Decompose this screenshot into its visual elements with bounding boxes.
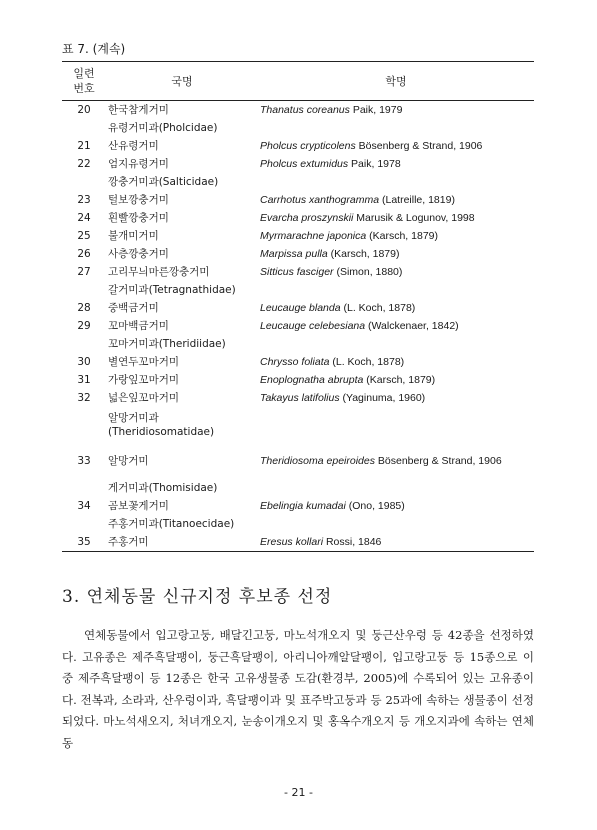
- cell-scientific-name: [258, 245, 534, 263]
- cell-scientific-name: [258, 299, 534, 317]
- header-serial-number: [62, 62, 106, 101]
- species-authority: Rossi, 1846: [323, 536, 382, 548]
- family-row: [62, 281, 534, 299]
- table-row: [62, 443, 534, 479]
- cell-serial-number: 20: [77, 104, 91, 116]
- family-row: [62, 407, 534, 443]
- species-authority: Marusik & Logunov, 1998: [353, 212, 475, 224]
- cell-serial-number: 26: [77, 248, 91, 260]
- cell-serial-number: 31: [77, 374, 91, 386]
- cell-korean-name: 고리무늬마른깡충거미: [108, 266, 210, 278]
- species-binomial: Theridiosoma epeiroides: [260, 455, 375, 467]
- cell-scientific-name: [258, 209, 534, 227]
- cell-korean-name: 넓은잎꼬마거미: [108, 392, 180, 404]
- cell-serial-number: [62, 173, 106, 191]
- species-authority: (Walckenaer, 1842): [365, 320, 459, 332]
- species-authority: (Latreille, 1819): [379, 194, 455, 206]
- cell-serial-number: 35: [62, 533, 106, 552]
- body-text: [62, 625, 534, 754]
- species-binomial: Evarcha proszynskii: [260, 212, 354, 224]
- cell-korean-name: 흰빨깡충거미: [108, 212, 169, 224]
- species-binomial: Enoplognatha abrupta: [260, 374, 364, 386]
- cell-serial-number: 23: [77, 194, 91, 206]
- header-korean-name: [106, 62, 258, 101]
- species-binomial: Leucauge celebesiana: [260, 320, 366, 332]
- species-authority: (Ono, 1985): [345, 500, 405, 512]
- cell-serial-number: 32: [77, 392, 91, 404]
- cell-scientific-name: [258, 101, 534, 120]
- cell-korean-name: 꼬마백금거미: [108, 320, 169, 332]
- species-authority: (Karsch, 1879): [363, 374, 436, 386]
- species-authority: Paik, 1978: [348, 158, 401, 170]
- table-caption: 표 7. (계속): [62, 42, 126, 56]
- cell-scientific-name: [258, 515, 534, 533]
- table-row: [62, 101, 534, 120]
- family-row: [62, 479, 534, 497]
- cell-family-name: 주홍거미과(Titanoecidae): [108, 518, 235, 530]
- header-scientific-name: [258, 62, 534, 101]
- cell-serial-number: 30: [77, 356, 91, 368]
- cell-scientific-name: [258, 335, 534, 353]
- cell-scientific-name: [258, 407, 534, 443]
- table-row: [62, 317, 534, 335]
- table-row: [62, 191, 534, 209]
- cell-family-name: 갈거미과(Tetragnathidae): [108, 284, 236, 296]
- cell-korean-name: 사층깡충거미: [108, 248, 169, 260]
- table-row: [62, 227, 534, 245]
- family-row: [62, 335, 534, 353]
- species-binomial: Pholcus extumidus: [260, 158, 349, 170]
- cell-scientific-name: [258, 353, 534, 371]
- table-row: [62, 245, 534, 263]
- cell-family-name: 꼬마거미과(Theridiidae): [108, 338, 226, 350]
- header-korean-name-label: 국명: [171, 74, 193, 88]
- cell-serial-number: 28: [77, 302, 91, 314]
- cell-serial-number: [62, 515, 106, 533]
- species-authority: (Karsch, 1879): [366, 230, 439, 242]
- cell-scientific-name: [258, 173, 534, 191]
- species-authority: (Yaginuma, 1960): [339, 392, 426, 404]
- cell-family-name: 알망거미과 (Theridiosomatidae): [108, 412, 215, 438]
- cell-serial-number: 33: [77, 455, 91, 467]
- cell-serial-number: 25: [77, 230, 91, 242]
- cell-korean-name: 가랑잎꼬마거미: [108, 374, 180, 386]
- table-row: [62, 353, 534, 371]
- species-table: [62, 61, 534, 552]
- species-binomial: Carrhotus xanthogramma: [260, 194, 380, 206]
- cell-scientific-name: [258, 281, 534, 299]
- cell-korean-name: 중백금거미: [108, 302, 159, 314]
- cell-scientific-name: [258, 227, 534, 245]
- cell-serial-number: 22: [77, 158, 91, 170]
- cell-family-name: 게거미과(Thomisidae): [108, 482, 218, 494]
- table-row: [62, 389, 534, 407]
- cell-korean-name: 털보깡충거미: [108, 194, 169, 206]
- cell-serial-number: 29: [77, 320, 91, 332]
- table-row: [62, 137, 534, 155]
- cell-scientific-name: [258, 191, 534, 209]
- cell-korean-name: 곰보꽃게거미: [108, 500, 169, 512]
- body-paragraph: 연체동물에서 입고랑고둥, 배달긴고둥, 마노석개오지 및 둥근산우렁 등 42종을 선정하였다. 고유종은 제주흑달팽이, 둥근흑달팽이, 아리니아깨알달팽이, 입고랑고둥 등 15종으로 이 중 제주흑달팽이 등 12종은 한국 고유생물종 도감(환경부, 2005)에 수록되어 있는 고유종이다. 전복과, 소라과, 산우렁이과, 흑달팽이과 및 표주박고둥과 등 25과에 속하는 생물종이 선정되었다. 마노석새오지, 처녀개오지, 눈송이개오지 및 홍옥수개오지 등 개오지과에 속하는 연체동: [62, 628, 534, 750]
- table-row: [62, 299, 534, 317]
- species-authority: (L. Koch, 1878): [340, 302, 416, 314]
- cell-serial-number: 27: [77, 266, 91, 278]
- table-row: [62, 209, 534, 227]
- cell-serial-number: [62, 119, 106, 137]
- cell-korean-name: 한국참게거미: [108, 104, 169, 116]
- cell-serial-number: [62, 335, 106, 353]
- family-row: [62, 515, 534, 533]
- table-row: [62, 533, 534, 552]
- family-row: [62, 173, 534, 191]
- species-authority: Bösenberg & Strand, 1906: [374, 455, 502, 467]
- section-heading: 3. 연체동물 신규지정 후보종 선정: [62, 587, 333, 607]
- cell-scientific-name: [258, 137, 534, 155]
- species-authority: (Karsch, 1879): [327, 248, 400, 260]
- cell-scientific-name: [258, 497, 534, 515]
- species-binomial: Marpissa pulla: [260, 248, 328, 260]
- species-binomial: Leucauge blanda: [260, 302, 341, 314]
- table-row: [62, 497, 534, 515]
- cell-korean-name: 별연두꼬마거미: [108, 356, 180, 368]
- species-authority: Paik, 1979: [349, 104, 403, 116]
- cell-scientific-name: [258, 533, 534, 552]
- cell-scientific-name: [258, 479, 534, 497]
- species-authority: (Simon, 1880): [333, 266, 403, 278]
- species-binomial: Sitticus fasciger: [260, 266, 334, 278]
- cell-korean-name: 엄지유령거미: [108, 158, 169, 170]
- species-binomial: Pholcus crypticolens: [260, 140, 356, 152]
- species-authority: Bösenberg & Strand, 1906: [355, 140, 483, 152]
- table-body: [62, 101, 534, 552]
- header-scientific-name-label: 학명: [385, 74, 407, 88]
- cell-korean-name: 알망거미: [108, 455, 149, 467]
- cell-korean-name: 산유령거미: [108, 140, 159, 152]
- table-row: [62, 371, 534, 389]
- cell-family-name: 깡충거미과(Salticidae): [108, 176, 219, 188]
- species-binomial: Ebelingia kumadai: [260, 500, 346, 512]
- cell-serial-number: [62, 479, 106, 497]
- cell-serial-number: 24: [77, 212, 91, 224]
- cell-serial-number: 34: [77, 500, 91, 512]
- cell-scientific-name: [258, 155, 534, 173]
- cell-scientific-name: [258, 317, 534, 335]
- species-authority: (L. Koch, 1878): [329, 356, 405, 368]
- table-header-row: [62, 62, 534, 101]
- family-row: [62, 119, 534, 137]
- species-binomial: Thanatus coreanus: [260, 104, 350, 116]
- table-row: [62, 263, 534, 281]
- table-row: [62, 155, 534, 173]
- cell-serial-number: [62, 281, 106, 299]
- species-binomial: Eresus kollari: [260, 536, 324, 548]
- cell-scientific-name: [258, 119, 534, 137]
- page-number: - 21 -: [284, 786, 313, 799]
- cell-scientific-name: [258, 371, 534, 389]
- cell-scientific-name: [258, 389, 534, 407]
- cell-family-name: 유령거미과(Pholcidae): [108, 122, 218, 134]
- cell-korean-name: 주홍거미: [106, 533, 258, 552]
- species-binomial: Takayus latifolius: [260, 392, 340, 404]
- cell-serial-number: [62, 407, 106, 443]
- cell-serial-number: 21: [77, 140, 91, 152]
- species-binomial: Myrmarachne japonica: [260, 230, 367, 242]
- cell-scientific-name: [258, 263, 534, 281]
- cell-korean-name: 불개미거미: [108, 230, 159, 242]
- species-binomial: Chrysso foliata: [260, 356, 330, 368]
- header-serial-number-label: 일련 번호: [73, 67, 95, 95]
- cell-scientific-name: [258, 443, 534, 479]
